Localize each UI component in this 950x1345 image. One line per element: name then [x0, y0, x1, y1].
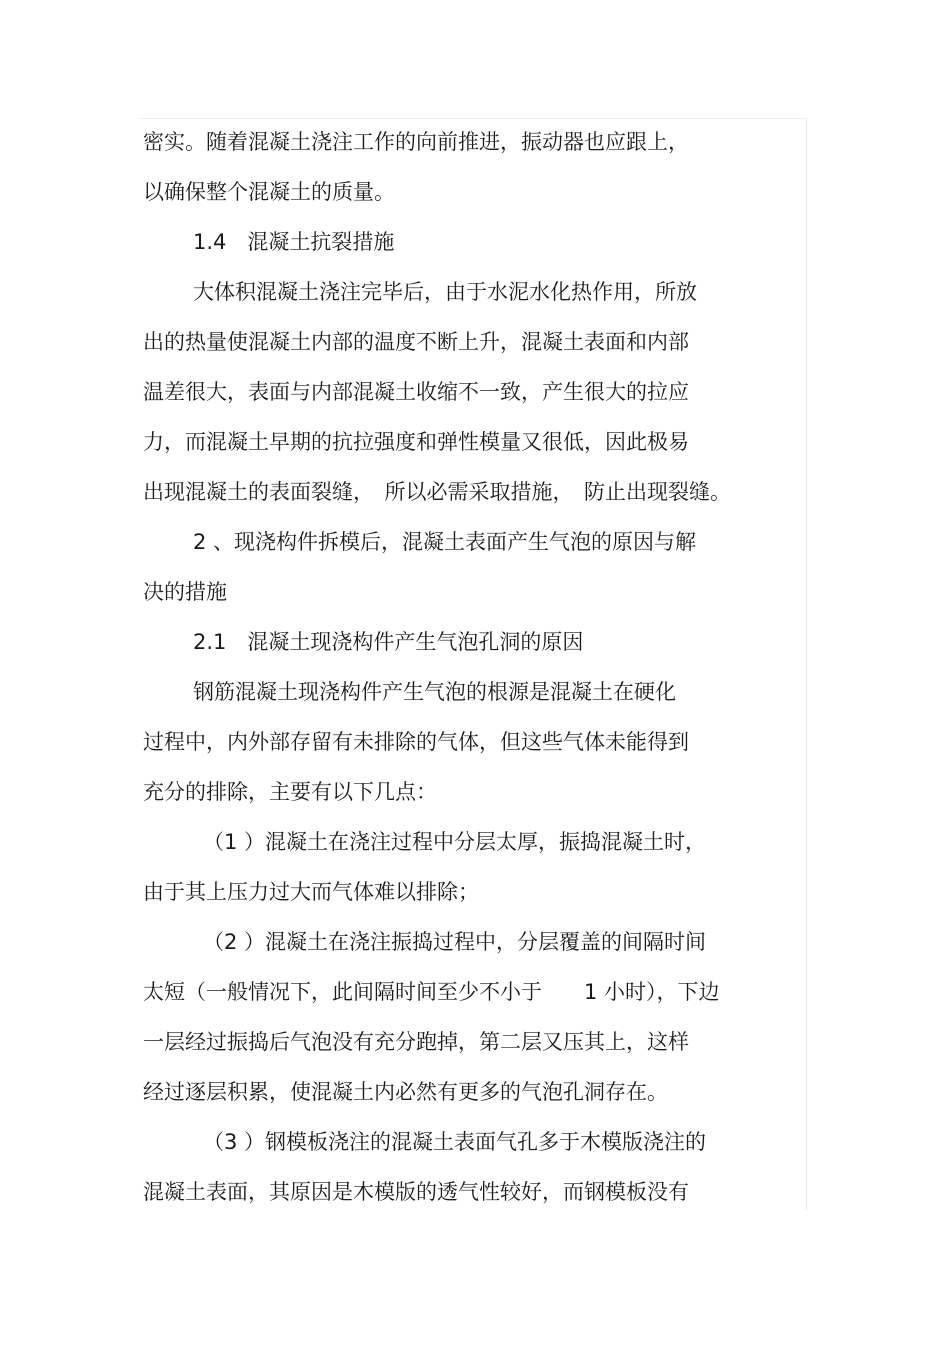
text-line: 经过逐层积累，使混凝土内必然有更多的气泡孔洞存在。: [143, 1080, 668, 1104]
text-line: 大体积混凝土浇注完毕后，由于水泥水化热作用，所放: [193, 280, 697, 304]
text-line: 由于其上压力过大而气体难以排除；: [143, 880, 479, 904]
text-line: 过程中，内外部存留有未排除的气体，但这些气体未能得到: [143, 730, 689, 754]
text-line: 以确保整个混凝土的质量。: [143, 180, 395, 204]
text-line: 一层经过振捣后气泡没有充分跑掉，第二层又压其上，这样: [143, 1030, 689, 1054]
list-item: （1 ）混凝土在浇注过程中分层太厚，振捣混凝土时，: [203, 830, 707, 854]
list-item: （3 ）钢模板浇注的混凝土表面气孔多于木模版浇注的: [203, 1130, 707, 1154]
text-line: 混凝土表面，其原因是木模版的透气性较好，而钢模板没有: [143, 1180, 689, 1204]
text-line: 钢筋混凝土现浇构件产生气泡的根源是混凝土在硬化: [193, 680, 676, 704]
text-line: 力，而混凝土早期的抗拉强度和弹性模量又很低，因此极易: [143, 430, 689, 454]
list-item: （2 ）混凝土在浇注振捣过程中，分层覆盖的间隔时间: [203, 930, 707, 954]
text-line: 出的热量使混凝土内部的温度不断上升，混凝土表面和内部: [143, 330, 689, 354]
text-line: 决的措施: [143, 580, 227, 604]
text-line: 充分的排除，主要有以下几点：: [143, 780, 437, 804]
section-heading: 2 、现浇构件拆模后，混凝土表面产生气泡的原因与解: [193, 530, 697, 554]
section-heading: 1.4 混凝土抗裂措施: [193, 230, 395, 254]
text-line: 温差很大，表面与内部混凝土收缩不一致，产生很大的拉应: [143, 380, 689, 404]
section-heading: 2.1 混凝土现浇构件产生气泡孔洞的原因: [193, 630, 584, 654]
text-line: 密实。随着混凝土浇注工作的向前推进，振动器也应跟上，: [143, 130, 689, 154]
text-line: 出现混凝土的表面裂缝， 所以必需采取措施， 防止出现裂缝。: [143, 480, 731, 504]
text-line: 太短（一般情况下，此间隔时间至少不小于 1 小时），下边: [143, 980, 720, 1004]
